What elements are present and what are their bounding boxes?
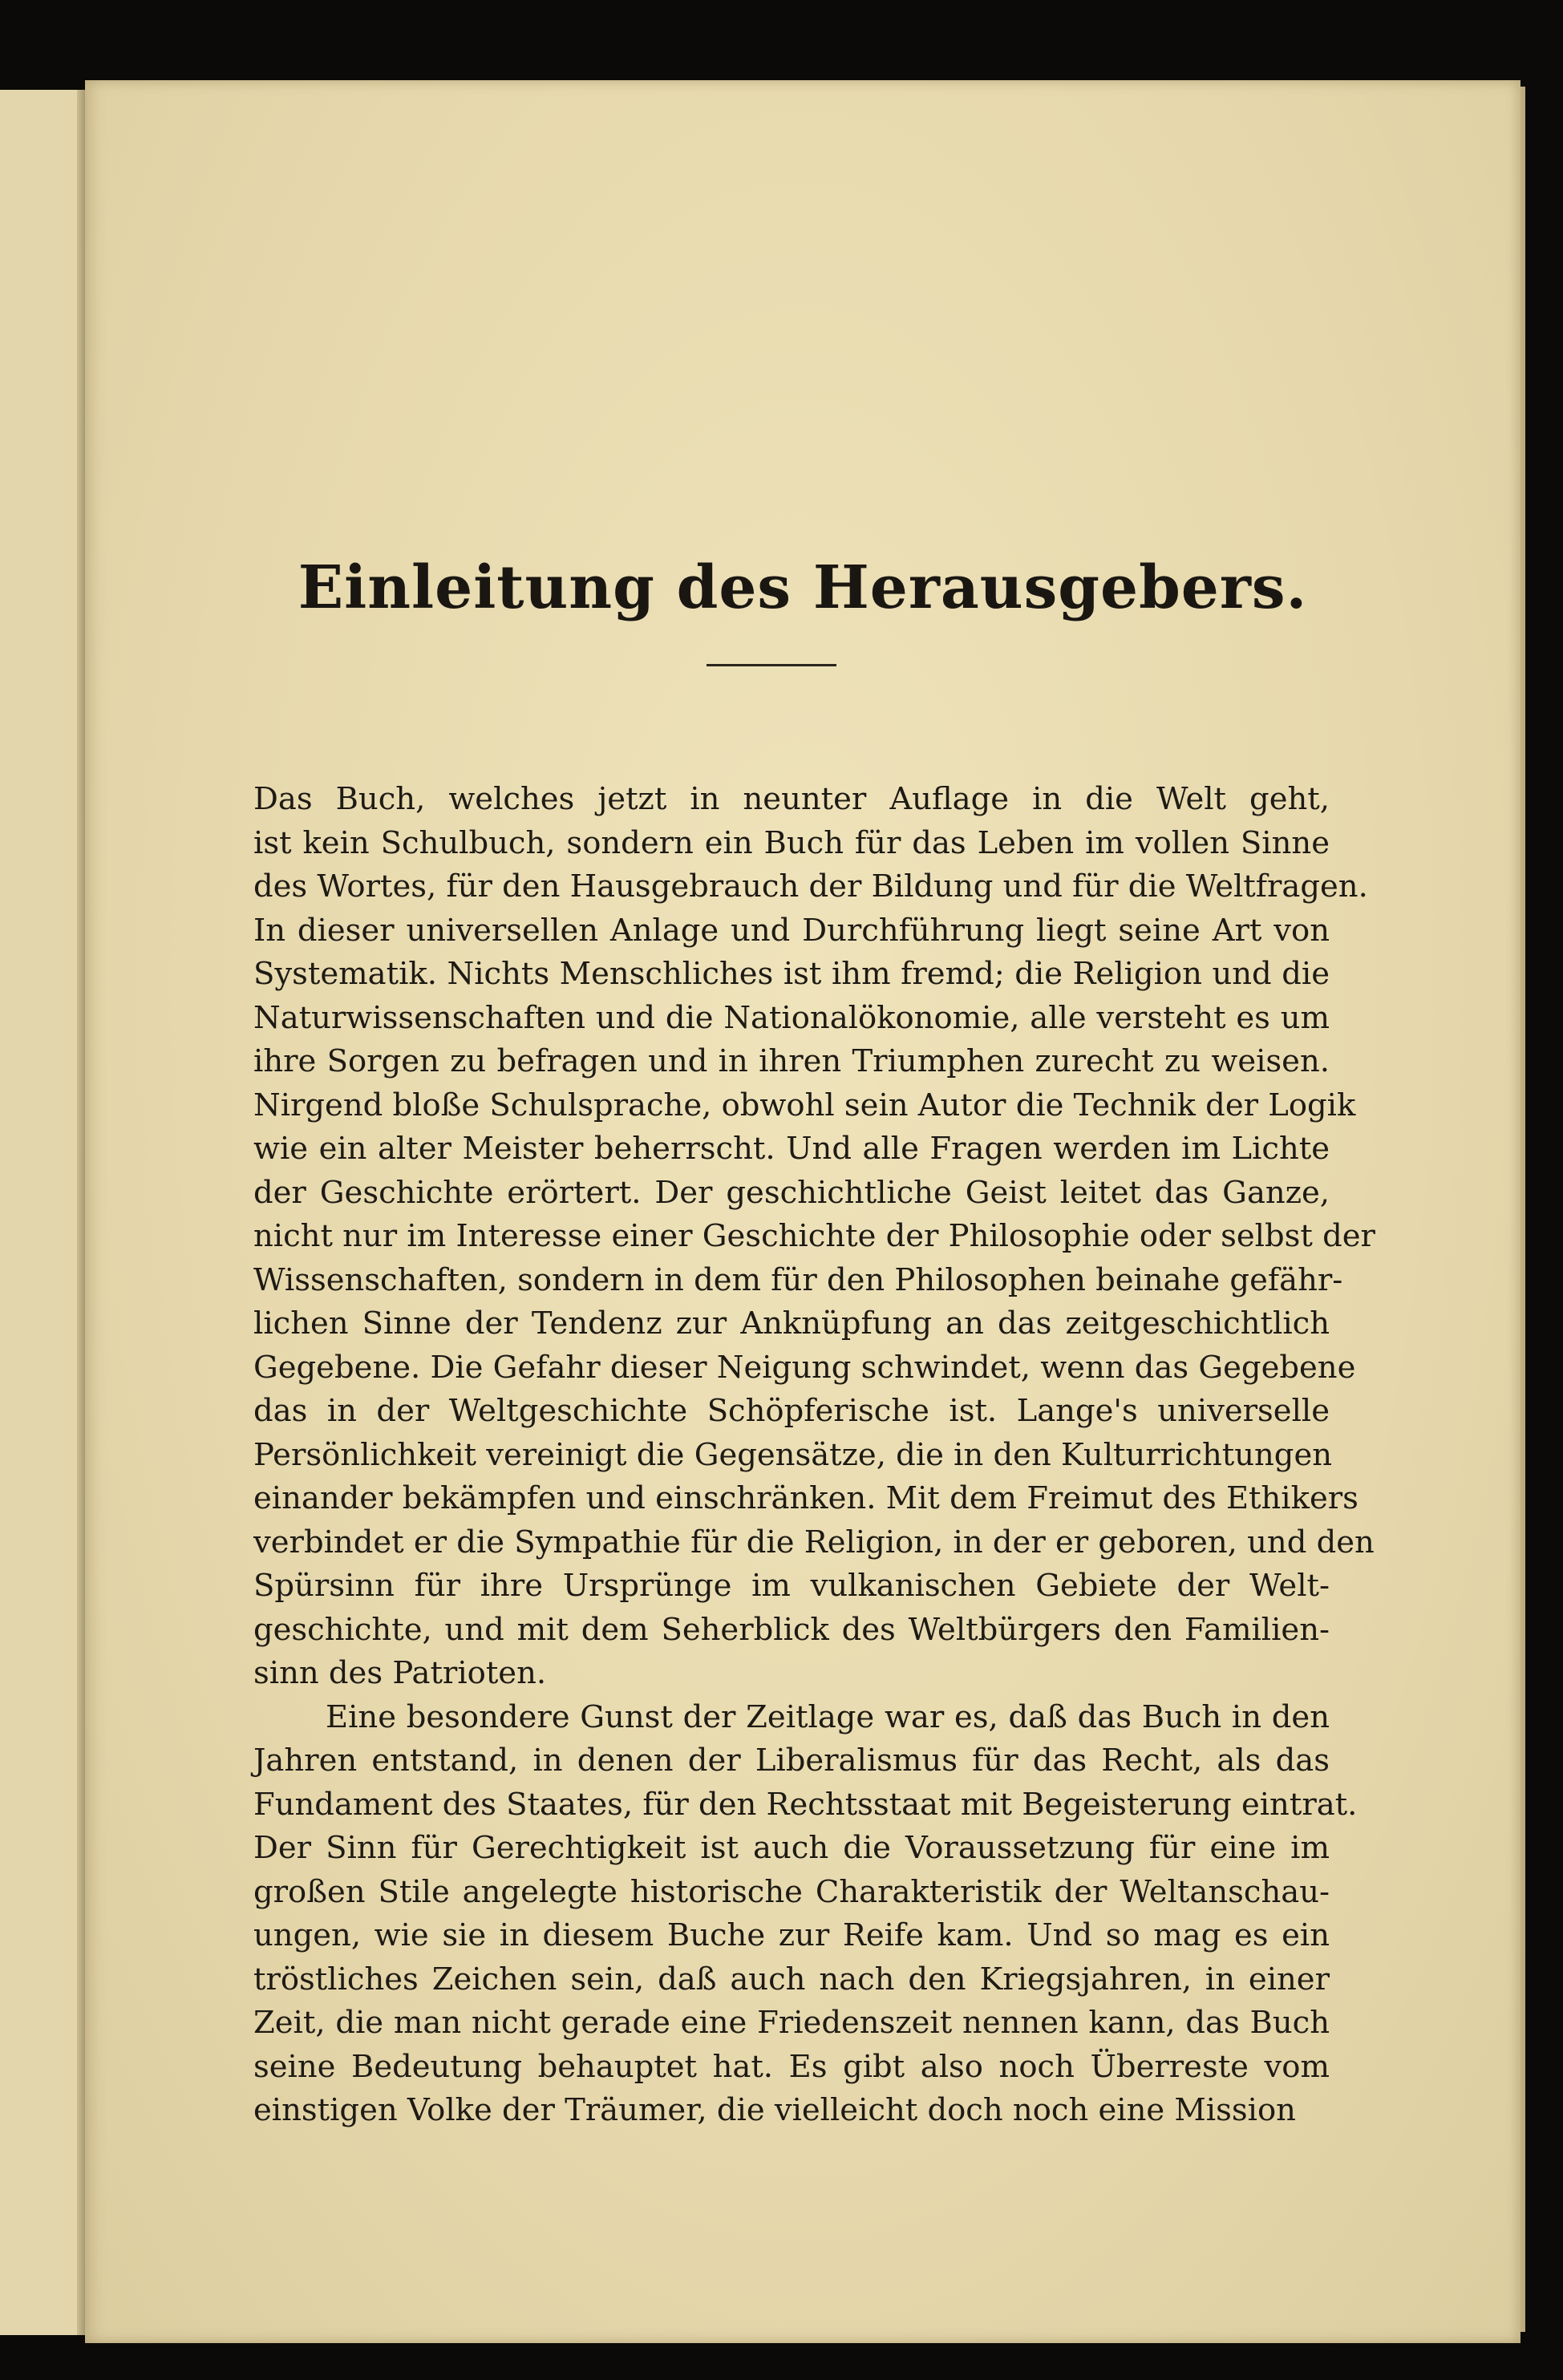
text-line: großen Stile angelegte historische Charakteristik der Weltanschau-: [253, 1873, 1330, 1910]
text-line: wie ein alter Meister beherrscht. Und alle Fragen werden im Lichte: [253, 1131, 1330, 1167]
text-line: Der Sinn für Gerechtigkeit ist auch die Voraussetzung für eine im: [253, 1830, 1330, 1866]
text-line: Wissenschaften, sondern in dem für den Philosophen beinahe gefähr-: [253, 1261, 1343, 1298]
text-line: Naturwissenschaften und die Nationalökonomie, alle versteht es um: [253, 999, 1330, 1036]
text-line: sinn des Patrioten.: [253, 1655, 547, 1691]
text-line: einander bekämpfen und einschränken. Mit dem Freimut des Ethikers: [253, 1480, 1359, 1516]
text-line: tröstliches Zeichen sein, daß auch nach den Kriegsjahren, in einer: [253, 1961, 1330, 1998]
text-line: Spürsinn für ihre Ursprünge im vulkanischen Gebiete der Welt-: [253, 1568, 1330, 1604]
text-line: ist kein Schulbuch, sondern ein Buch für das Leben im vollen Sinne: [253, 824, 1330, 861]
text-line: ihre Sorgen zu befragen und in ihren Triumphen zurecht zu weisen.: [253, 1043, 1330, 1079]
text-line: Nirgend bloße Schulsprache, obwohl sein Autor die Technik der Logik: [253, 1087, 1356, 1123]
paragraph: [253, 778, 1375, 1696]
text-line: einstigen Volke der Träumer, die vielleicht doch noch eine Mission: [253, 2092, 1296, 2128]
text-line: der Geschichte erörtert. Der geschichtliche Geist leitet das Ganze,: [253, 1174, 1330, 1211]
facing-page-edge: [0, 90, 83, 2335]
text-line: lichen Sinne der Tendenz zur Anknüpfung an das zeitgeschichtlich: [253, 1305, 1330, 1342]
text-line: geschichte, und mit dem Seherblick des Weltbürgers den Familien-: [253, 1611, 1330, 1648]
text-line: Das Buch, welches jetzt in neunter Auflage in die Welt geht,: [253, 781, 1330, 817]
text-line: In dieser universellen Anlage und Durchführung liegt seine Art von: [253, 912, 1330, 949]
text-line: Zeit, die man nicht gerade eine Friedenszeit nennen kann, das Buch: [253, 2005, 1330, 2041]
text-line: Gegebene. Die Gefahr dieser Neigung schwindet, wenn das Gegebene: [253, 1349, 1356, 1386]
text-line: Systematik. Nichts Menschliches ist ihm fremd; die Religion und die: [253, 956, 1330, 992]
paragraph: [253, 1696, 1358, 2133]
text-line: Fundament des Staates, für den Rechtsstaat mit Begeisterung eintrat.: [253, 1786, 1358, 1823]
body-text: [253, 778, 1375, 2133]
title-divider: [707, 664, 836, 666]
text-line: das in der Weltgeschichte Schöpferische ist. Lange's universelle: [253, 1393, 1330, 1429]
text-line: verbindet er die Sympathie für die Religion, in der er geboren, und den: [253, 1524, 1375, 1560]
book-page: [85, 80, 1520, 2343]
text-line: seine Bedeutung behauptet hat. Es gibt also noch Überreste vom: [253, 2048, 1330, 2085]
text-line: ungen, wie sie in diesem Buche zur Reife kam. Und so mag es ein: [253, 1917, 1330, 1953]
chapter-title: Einleitung des Herausgebers.: [298, 553, 1308, 622]
text-line: Persönlichkeit vereinigt die Gegensätze, die in den Kulturrichtungen: [253, 1436, 1333, 1473]
text-line: des Wortes, für den Hausgebrauch der Bildung und für die Weltfragen.: [253, 868, 1368, 905]
text-line: Jahren entstand, in denen der Liberalismus für das Recht, als das: [253, 1742, 1330, 1779]
text-line: Eine besondere Gunst der Zeitlage war es, daß das Buch in den: [326, 1698, 1330, 1735]
book-gutter: [77, 90, 85, 2335]
text-line: nicht nur im Interesse einer Geschichte der Philosophie oder selbst der: [253, 1218, 1375, 1254]
